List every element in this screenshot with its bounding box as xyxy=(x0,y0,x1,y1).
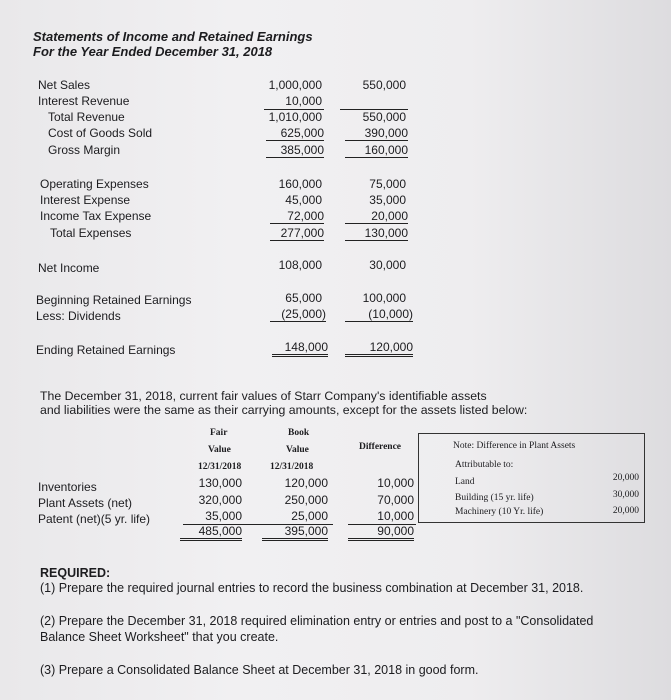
operating-expenses-label: Operating Expenses xyxy=(40,177,149,191)
cogs-col2: 390,000 xyxy=(345,126,408,141)
patent-fair: 35,000 xyxy=(205,509,242,523)
note-subtitle: Attributable to: xyxy=(455,460,514,470)
difference-header: Difference xyxy=(359,442,402,452)
plant-assets-fair: 320,000 xyxy=(198,493,242,507)
operating-expenses-col2: 75,000 xyxy=(369,177,406,191)
total-expenses-col2: 130,000 xyxy=(345,226,408,241)
dividends-col1: (25,000) xyxy=(270,307,326,322)
total-revenue-col1: 1,010,000 xyxy=(268,110,322,124)
cogs-label: Cost of Goods Sold xyxy=(48,126,153,140)
total-diff: 90,000 xyxy=(348,524,414,541)
income-tax-col2: 20,000 xyxy=(345,209,408,224)
plant-assets-note xyxy=(418,433,645,523)
total-book: 395,000 xyxy=(262,524,328,541)
net-sales-label: Net Sales xyxy=(38,78,91,92)
required-item-3: (3) Prepare a Consolidated Balance Sheet at December 31, 2018 in good form. xyxy=(40,663,479,677)
interest-expense-col1: 45,000 xyxy=(285,193,322,207)
statement-title: Statements of Income and Retained Earnings xyxy=(33,29,313,44)
net-income-label: Net Income xyxy=(38,261,100,275)
ending-re-col1: 148,000 xyxy=(272,340,328,357)
fair-header-2: Value xyxy=(208,445,231,455)
net-sales-col1: 1,000,000 xyxy=(268,78,322,92)
inventories-label: Inventories xyxy=(38,480,97,494)
book-header-2: Value xyxy=(286,445,309,455)
net-income-col2: 30,000 xyxy=(369,258,406,272)
total-expenses-label: Total Expenses xyxy=(50,226,132,240)
fair-header-1: Fair xyxy=(210,428,228,438)
fair-value-intro-line1: The December 31, 2018, current fair values of Starr Company's identifiable assets xyxy=(40,389,487,403)
note-row-label: Building (15 yr. life) xyxy=(455,493,534,503)
dividends-col2: (10,000) xyxy=(345,307,413,322)
required-item-2-line1: (2) Prepare the December 31, 2018 required elimination entry or entries and post to a "Consolidated xyxy=(40,614,594,628)
gross-margin-col2: 160,000 xyxy=(345,143,408,158)
inventories-fair: 130,000 xyxy=(198,476,242,490)
plant-assets-diff: 70,000 xyxy=(377,493,414,507)
income-tax-col1: 72,000 xyxy=(270,209,324,224)
inventories-diff: 10,000 xyxy=(377,476,414,490)
note-row-value: 20,000 xyxy=(612,506,639,516)
note-row-value: 30,000 xyxy=(612,490,639,500)
beginning-re-label: Beginning Retained Earnings xyxy=(36,293,192,307)
required-item-1: (1) Prepare the required journal entries to record the business combination at December 31, 2018. xyxy=(40,581,584,595)
gross-margin-label: Gross Margin xyxy=(48,143,121,157)
statement-period: For the Year Ended December 31, 2018 xyxy=(33,44,273,59)
inventories-book: 120,000 xyxy=(284,476,328,490)
required-item-2-line2: Balance Sheet Worksheet" that you create. xyxy=(40,630,279,644)
total-revenue-col2: 550,000 xyxy=(362,110,406,124)
total-revenue-label: Total Revenue xyxy=(48,110,125,124)
operating-expenses-col1: 160,000 xyxy=(278,177,322,191)
income-tax-label: Income Tax Expense xyxy=(40,209,152,223)
beginning-re-col2: 100,000 xyxy=(362,291,406,305)
ending-re-label: Ending Retained Earnings xyxy=(36,343,176,357)
ending-re-col2: 120,000 xyxy=(345,340,413,357)
book-header-1: Book xyxy=(288,428,310,438)
beginning-re-col1: 65,000 xyxy=(285,291,322,305)
note-row-label: Land xyxy=(455,477,475,487)
total-fair: 485,000 xyxy=(180,524,242,541)
fair-header-3: 12/31/2018 xyxy=(198,462,242,472)
book-header-3: 12/31/2018 xyxy=(270,462,314,472)
patent-diff: 10,000 xyxy=(377,509,414,523)
interest-revenue-label: Interest Revenue xyxy=(38,94,130,108)
interest-expense-col2: 35,000 xyxy=(369,193,406,207)
patent-book: 25,000 xyxy=(291,509,328,523)
plant-assets-book: 250,000 xyxy=(284,493,328,507)
plant-assets-label: Plant Assets (net) xyxy=(38,496,133,510)
interest-revenue-col1: 10,000 xyxy=(285,94,322,108)
interest-expense-label: Interest Expense xyxy=(40,193,131,207)
note-row-value: 20,000 xyxy=(612,473,639,483)
cogs-col1: 625,000 xyxy=(266,126,324,141)
note-title: Note: Difference in Plant Assets xyxy=(453,441,576,451)
patent-label: Patent (net)(5 yr. life) xyxy=(38,512,151,526)
fair-value-intro-line2: and liabilities were the same as their carrying amounts, except for the assets listed below: xyxy=(40,403,528,417)
note-row-label: Machinery (10 Yr. life) xyxy=(455,507,544,517)
gross-margin-col1: 385,000 xyxy=(266,143,324,158)
net-income-col1: 108,000 xyxy=(278,258,322,272)
dividends-label: Less: Dividends xyxy=(36,309,121,323)
net-sales-col2: 550,000 xyxy=(362,78,406,92)
total-expenses-col1: 277,000 xyxy=(270,226,324,241)
required-heading: REQUIRED: xyxy=(40,566,111,580)
